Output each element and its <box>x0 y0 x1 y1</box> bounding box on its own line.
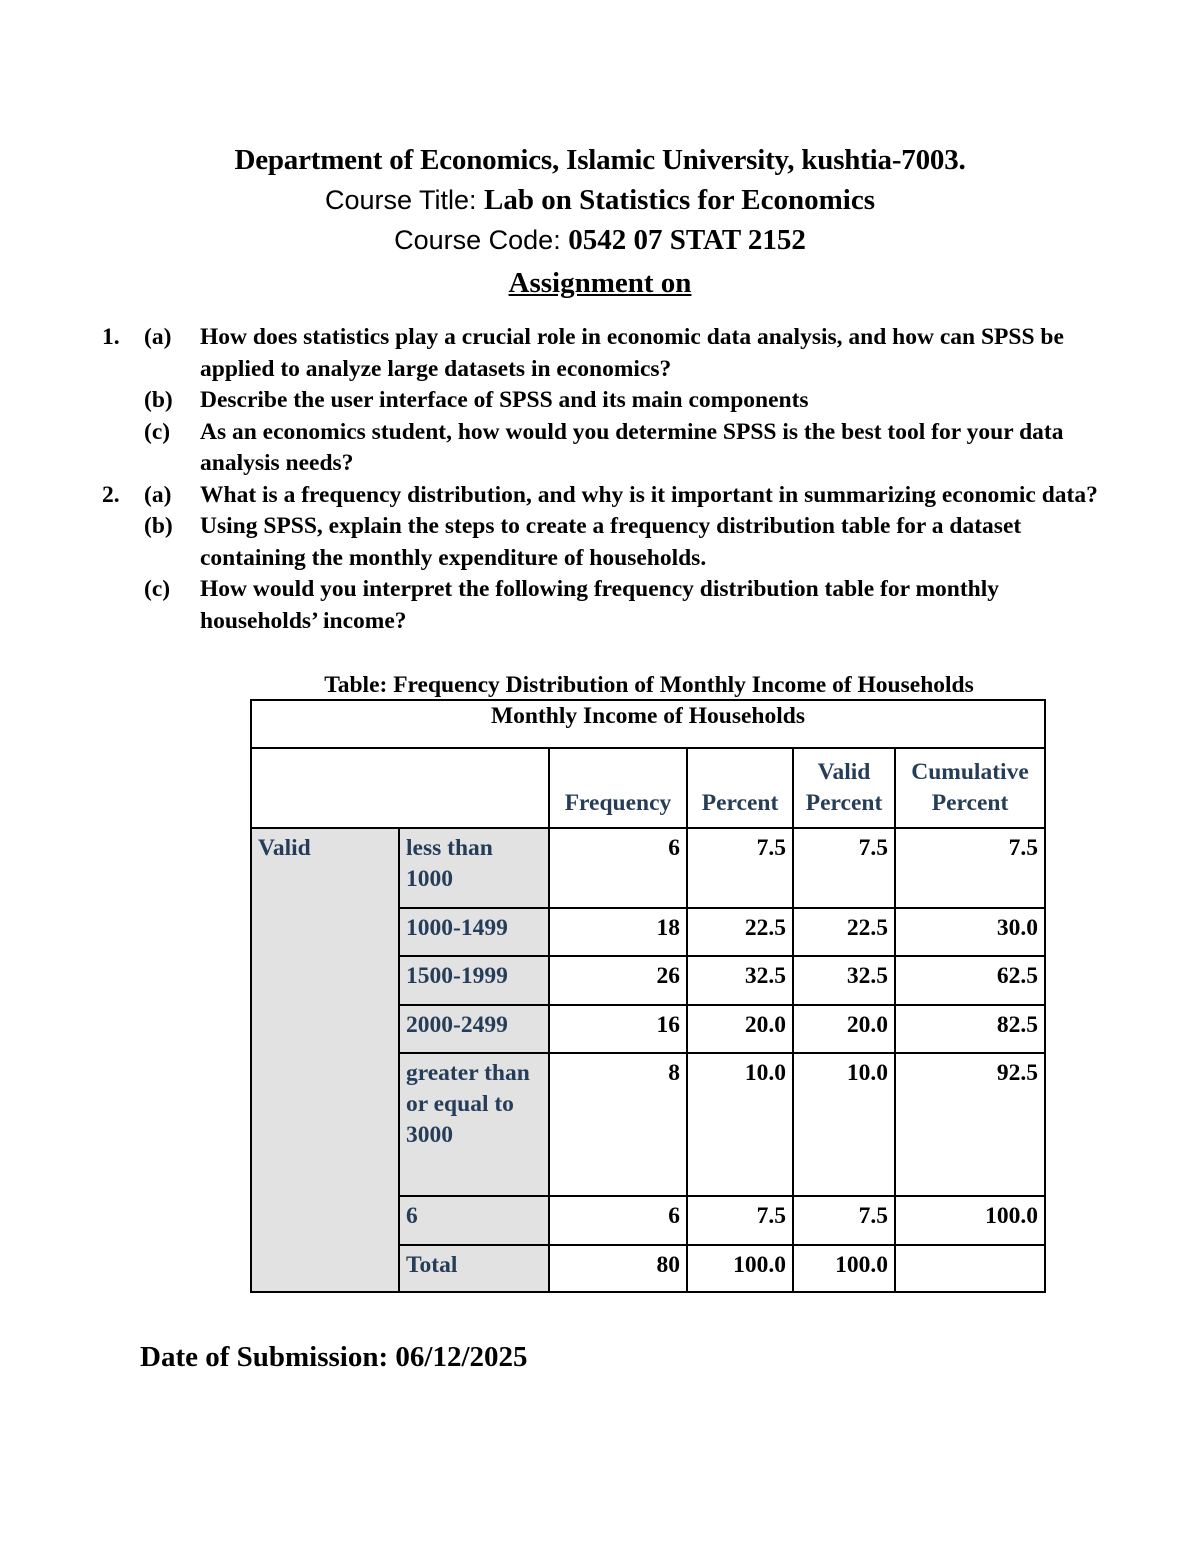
valid-percent-cell: 7.5 <box>793 1196 895 1245</box>
row-label: 1500-1999 <box>399 956 549 1005</box>
column-header: Frequency <box>549 748 687 828</box>
part-label: (b) <box>144 387 173 413</box>
table-title: Monthly Income of Households <box>251 700 1045 748</box>
table-title-row <box>251 700 1045 748</box>
course-title-label: Course Title: <box>324 185 485 215</box>
cumulative-percent-cell: 82.5 <box>895 1005 1045 1053</box>
question-number: 1. <box>102 324 120 350</box>
column-header: Valid Percent <box>793 748 895 828</box>
frequency-table <box>250 699 1046 1293</box>
cumulative-percent-cell: 100.0 <box>895 1196 1045 1245</box>
question-part <box>100 480 1110 512</box>
part-text: Using SPSS, explain the steps to create a frequency distribution table for a dataset containing the monthly expenditure of households. <box>200 513 1022 571</box>
valid-percent-cell: 7.5 <box>793 828 895 908</box>
part-text: What is a frequency distribution, and why is it important in summarizing economic data? <box>200 481 1098 508</box>
frequency-cell: 18 <box>549 908 687 956</box>
percent-cell: 7.5 <box>687 828 793 908</box>
cumulative-percent-cell: 62.5 <box>895 956 1045 1005</box>
column-header: Cumulative Percent <box>895 748 1045 828</box>
course-title: Lab on Statistics for Economics <box>484 184 876 216</box>
document-header <box>0 140 1200 306</box>
table-caption: Table: Frequency Distribution of Monthly Income of Households <box>324 672 974 698</box>
percent-cell: 22.5 <box>687 908 793 956</box>
header-corner <box>251 748 549 828</box>
course-code-label: Course Code: <box>394 225 569 255</box>
department-title: Department of Economics, Islamic University, kushtia-7003. <box>234 144 966 176</box>
question-2 <box>100 480 1110 638</box>
course-code: 0542 07 STAT 2152 <box>568 224 806 256</box>
question-part <box>100 322 1110 385</box>
question-part <box>100 511 1110 574</box>
frequency-cell: 80 <box>549 1245 687 1292</box>
valid-percent-cell: 10.0 <box>793 1053 895 1196</box>
percent-cell: 20.0 <box>687 1005 793 1053</box>
table-row <box>251 828 1045 908</box>
part-label: (c) <box>144 418 171 445</box>
percent-cell: 32.5 <box>687 956 793 1005</box>
cumulative-percent-cell: 92.5 <box>895 1053 1045 1196</box>
row-label: greater than or equal to 3000 <box>399 1053 549 1196</box>
question-1 <box>100 322 1110 480</box>
valid-percent-cell: 20.0 <box>793 1005 895 1053</box>
row-label: Total <box>399 1245 549 1292</box>
valid-percent-cell: 100.0 <box>793 1245 895 1292</box>
cumulative-percent-cell: 7.5 <box>895 828 1045 908</box>
table-header-row <box>251 748 1045 828</box>
part-label: (a) <box>144 481 172 508</box>
part-label: (b) <box>144 513 173 539</box>
part-label: (a) <box>144 324 172 350</box>
column-header: Percent <box>687 748 793 828</box>
part-text: Describe the user interface of SPSS and its main components <box>200 387 809 413</box>
question-number: 2. <box>102 481 120 508</box>
cumulative-percent-cell: 30.0 <box>895 908 1045 956</box>
frequency-cell: 6 <box>549 1196 687 1245</box>
row-group-label: Valid <box>251 828 399 1292</box>
question-part <box>100 574 1110 637</box>
frequency-cell: 16 <box>549 1005 687 1053</box>
percent-cell: 7.5 <box>687 1196 793 1245</box>
part-text: How would you interpret the following frequency distribution table for monthly households’ income? <box>200 576 1000 634</box>
valid-percent-cell: 22.5 <box>793 908 895 956</box>
question-part <box>100 385 1110 417</box>
question-part <box>100 417 1110 480</box>
part-text: As an economics student, how would you determine SPSS is the best tool for your data analysis needs? <box>200 418 1064 476</box>
cumulative-percent-cell <box>895 1245 1045 1292</box>
submission-date-value: 06/12/2025 <box>395 1341 528 1373</box>
percent-cell: 10.0 <box>687 1053 793 1196</box>
frequency-cell: 26 <box>549 956 687 1005</box>
valid-percent-cell: 32.5 <box>793 956 895 1005</box>
percent-cell: 100.0 <box>687 1245 793 1292</box>
row-label: 6 <box>399 1196 549 1245</box>
course-title-line <box>0 180 1200 220</box>
frequency-cell: 8 <box>549 1053 687 1196</box>
assignment-heading: Assignment on <box>508 267 692 299</box>
submission-date-label: Date of Submission: <box>140 1341 396 1373</box>
part-label: (c) <box>144 576 171 602</box>
part-text: How does statistics play a crucial role in economic data analysis, and how can SPSS be applied to analyze large datasets in economics? <box>200 324 1064 382</box>
frequency-cell: 6 <box>549 828 687 908</box>
row-label: 1000-1499 <box>399 908 549 956</box>
row-label: 2000-2499 <box>399 1005 549 1053</box>
row-label: less than 1000 <box>399 828 549 908</box>
question-list <box>100 322 1110 637</box>
course-code-line <box>0 220 1200 260</box>
submission-date <box>140 1338 528 1376</box>
